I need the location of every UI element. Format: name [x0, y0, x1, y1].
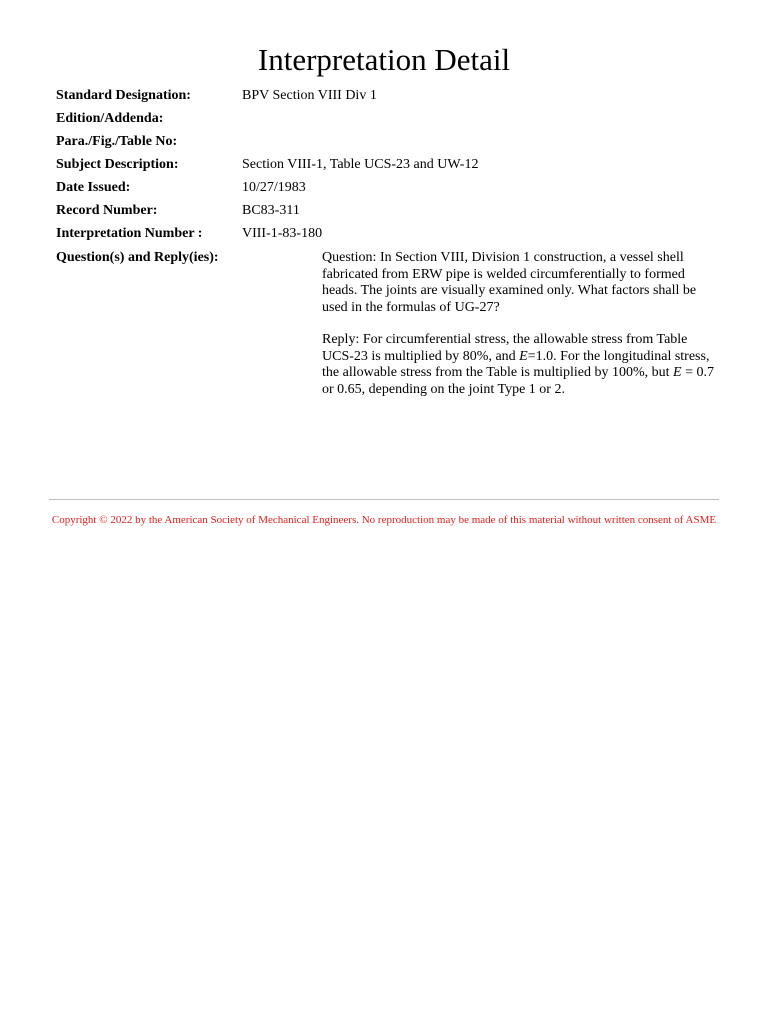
field-value: VIII-1-83-180	[242, 226, 323, 241]
field-label: Edition/Addenda:	[56, 111, 164, 126]
reply-text	[322, 332, 714, 398]
questions-replies-body	[322, 250, 714, 414]
field-record-number	[56, 201, 716, 224]
field-label: Subject Description:	[56, 157, 179, 172]
field-date-issued	[56, 178, 716, 201]
field-value: BPV Section VIII Div 1	[242, 88, 377, 103]
field-value: BC83-311	[242, 203, 300, 218]
field-subject-description	[56, 155, 716, 178]
question-text: Question: In Section VIII, Division 1 construction, a vessel shell fabricated from ERW pipe is welded circumferentially to formed heads. The joints are visually examined only. What factors shall be used in the formulas of UG-27?	[322, 250, 697, 315]
field-label: Date Issued:	[56, 180, 131, 195]
reply-variable-e: E	[519, 348, 528, 364]
divider	[49, 499, 719, 500]
copyright-notice: Copyright © 2022 by the American Society of Mechanical Engineers. No reproduction may be made of this material without written consent of ASME	[51, 514, 717, 526]
field-para-fig-table	[56, 132, 716, 155]
field-edition-addenda	[56, 109, 716, 132]
field-value: 10/27/1983	[242, 180, 306, 195]
field-standard-designation	[56, 86, 716, 109]
reply-text-part: =1.0. For the longitudinal stress, the allowable stress from the Table is multiplied by 100%, but	[322, 348, 710, 380]
reply-text-part: Reply: For circumferential stress, the allowable stress from Table UCS-23 is multiplied by 80%, and	[322, 332, 688, 364]
field-interpretation-number	[56, 224, 716, 247]
interpretation-fields	[56, 86, 716, 247]
field-value: Section VIII-1, Table UCS-23 and UW-12	[242, 157, 479, 172]
reply-variable-e: E	[673, 365, 682, 380]
field-label: Standard Designation:	[56, 88, 191, 103]
reply-text-part: = 0.7 or 0.65, depending on the joint Type 1 or 2.	[322, 365, 715, 397]
field-label: Interpretation Number :	[56, 226, 203, 241]
field-label: Record Number:	[56, 203, 158, 218]
field-label: Para./Fig./Table No:	[56, 134, 178, 149]
questions-replies-label: Question(s) and Reply(ies):	[56, 250, 219, 265]
page-title: Interpretation Detail	[257, 42, 511, 77]
